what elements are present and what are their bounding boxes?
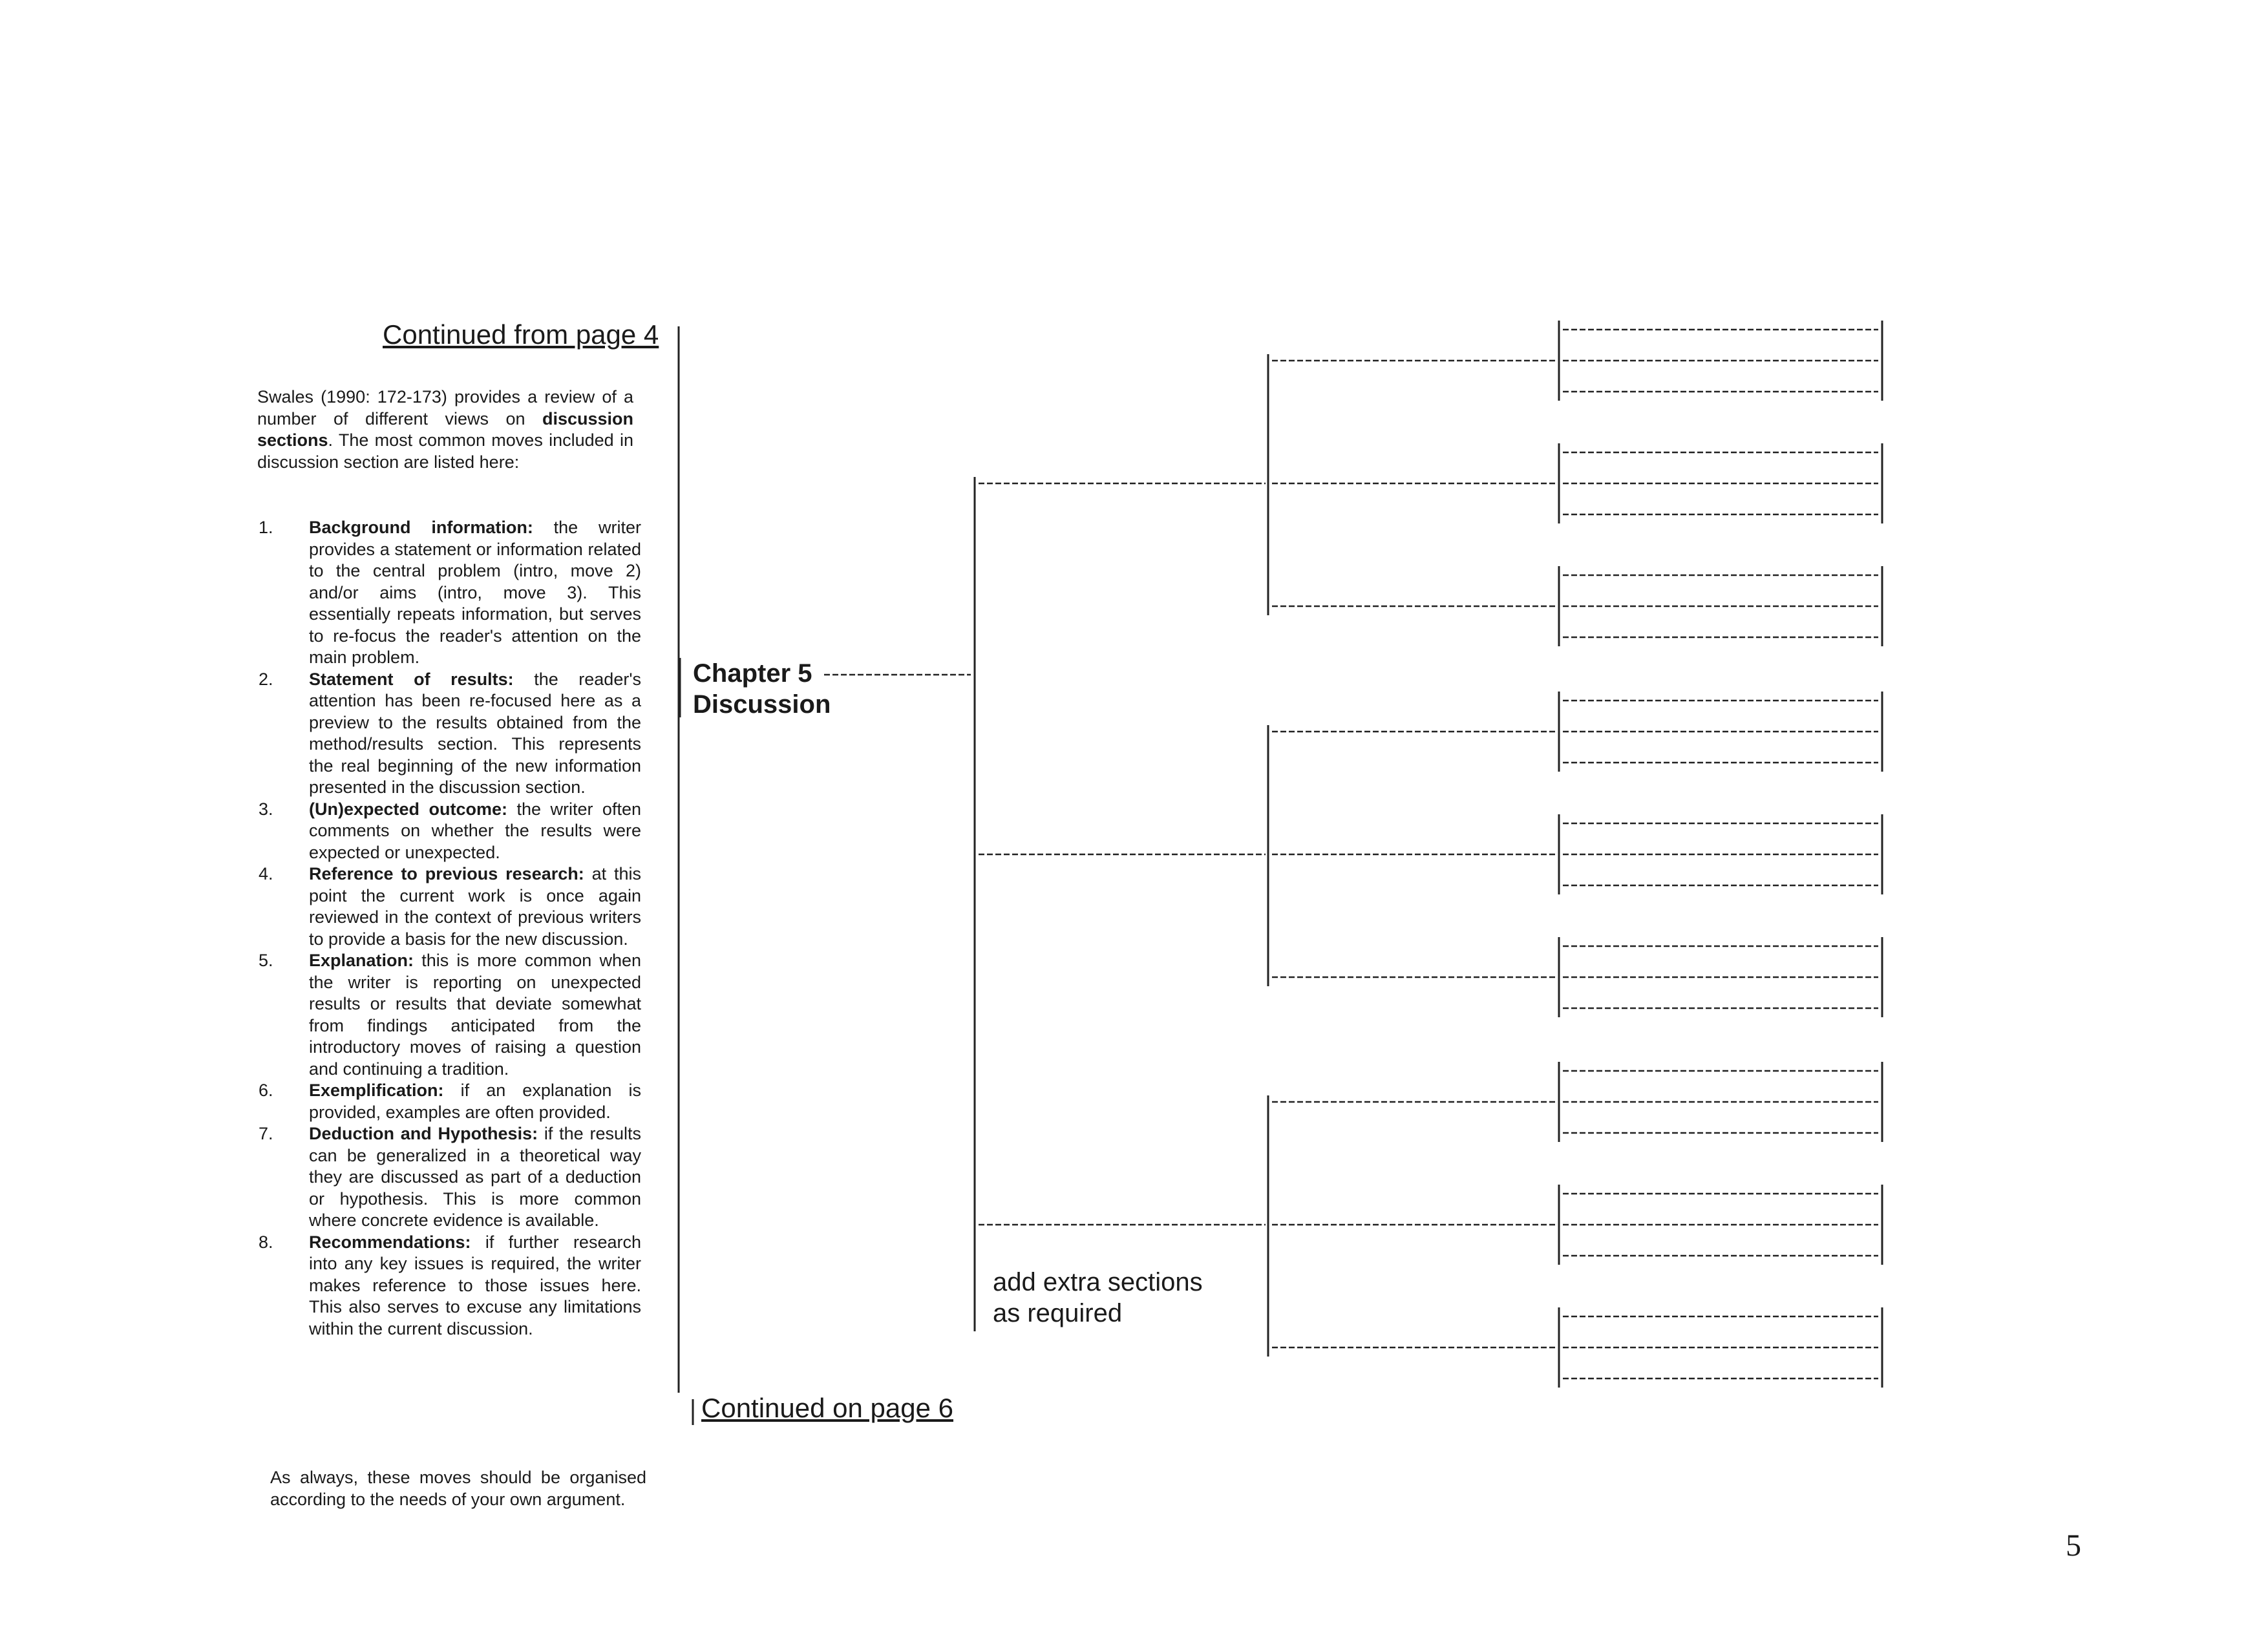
move-text: this is more common when the writer is reporting on unexpected results or results that deviate somewhat from findings anticipated from the introductory moves of raising a question and continuing a tradition.	[309, 951, 641, 1079]
move-text: if the results can be generalized in a theoretical way they are discussed as part of a deduction or hypothesis. This is more common where concrete evidence is available.	[309, 1124, 641, 1230]
chapter-title: Discussion	[693, 690, 831, 719]
move-term: Deduction and Hypothesis:	[309, 1124, 538, 1143]
intro-text-after: . The most common moves included in discussion section are listed here:	[257, 430, 633, 472]
move-number: 6.	[259, 1081, 273, 1100]
extra-sections-line2: as required	[993, 1299, 1123, 1327]
continued-from-label: Continued from page 4	[383, 319, 659, 350]
closing-paragraph: As always, these moves should be organised according to the needs of your own argument.	[270, 1468, 646, 1509]
move-text: the reader's attention has been re-focused here as a preview to the results obtained from the method/results section. This represents the real beginning of the new information presented in the discussion section.	[309, 669, 641, 797]
intro-bold-term: discussion sections	[257, 408, 633, 450]
continued-on-label: Continued on page 6	[701, 1393, 953, 1423]
move-text: at this point the current work is once again reviewed in the context of previous writers to provide a basis for the new discussion.	[309, 864, 641, 949]
move-number: 7.	[259, 1124, 273, 1143]
intro-text-before: Swales (1990: 172-173) provides a review of a number of different views on	[257, 387, 633, 428]
page-number: 5	[2066, 1528, 2081, 1563]
move-term: Reference to previous research:	[309, 864, 584, 883]
move-text: the writer often comments on whether the results were expected or unexpected.	[309, 799, 641, 862]
chapter-heading	[693, 658, 831, 720]
move-term: Exemplification:	[309, 1081, 444, 1100]
extra-sections-line1: add extra sections	[993, 1268, 1203, 1296]
move-number: 1.	[259, 518, 273, 537]
move-term: Explanation:	[309, 951, 414, 970]
move-text: if an explanation is provided, examples are often provided.	[309, 1081, 641, 1122]
move-number: 8.	[259, 1232, 273, 1252]
move-number: 3.	[259, 799, 273, 819]
move-term: Statement of results:	[309, 669, 514, 689]
move-text: if further research into any key issues is required, the writer makes reference to those issues here. This also serves to excuse any limitations within the current discussion.	[309, 1232, 641, 1338]
move-number: 4.	[259, 864, 273, 883]
move-number: 5.	[259, 951, 273, 970]
extra-sections-note	[993, 1267, 1203, 1329]
chapter-number: Chapter 5	[693, 659, 812, 688]
move-number: 2.	[259, 669, 273, 689]
move-term: Recommendations:	[309, 1232, 471, 1252]
move-text: the writer provides a statement or information related to the central problem (intro, move 2) and/or aims (intro, move 3). This essentially repeats information, but serves to re-focus the reader's attention on the main problem.	[309, 518, 641, 667]
move-term: Background information:	[309, 518, 533, 537]
move-term: (Un)expected outcome:	[309, 799, 507, 819]
